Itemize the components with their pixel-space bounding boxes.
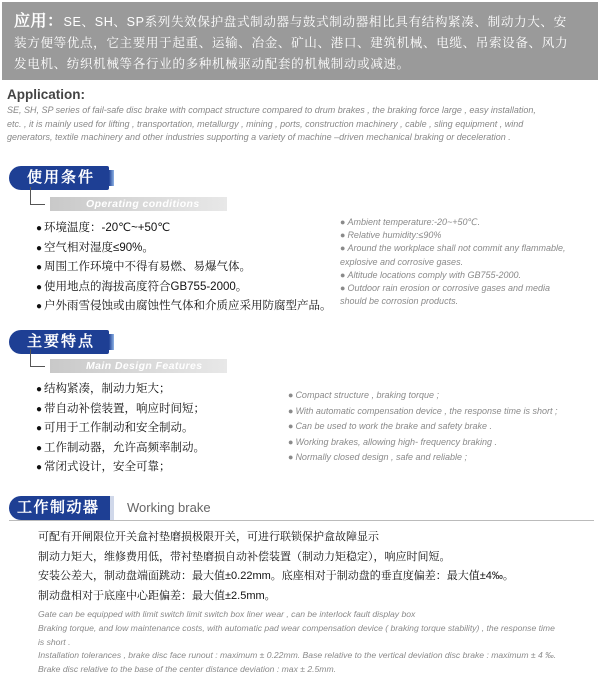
list-item: ● Ambient temperature:-20~+50℃.: [340, 217, 481, 227]
working-en-line: Brake disc relative to the base of the center distance deviation : max ± 2.5mm.: [38, 664, 337, 675]
list-item: ● Altitude locations comply with GB755-2000.: [340, 269, 522, 280]
application-en-text: [7, 104, 597, 145]
working-en-text: [38, 608, 596, 677]
operating-section-title: 使用条件: [9, 166, 109, 190]
working-en-line: Installation tolerances , brake disc face runout : maximum ± 0.22mm. Base relative to the vertical deviation disc brake : maximum ± 4 ‰.: [38, 650, 557, 661]
bullet-icon: ●: [288, 436, 294, 447]
list-item: ● Outdoor rain erosion or corrosive gases and media: [340, 283, 551, 294]
working-en-line: Braking torque, and low maintenance costs, with automatic pad wear compensation device ( braking torque stability) , the response time: [38, 622, 555, 633]
application-en-line: generators, textile machinery and other industries supporting a variety of machine –driven mechanical braking or deceleration .: [7, 132, 511, 143]
bullet-icon: ●: [288, 405, 294, 416]
features-section-accent: [109, 334, 114, 350]
bracket-line: [30, 187, 45, 205]
bullet-icon: ●: [288, 452, 294, 463]
working-cn-line: 制动盘相对于底座中心距偏差：最大值±2.5mm。: [38, 589, 276, 602]
list-item: explosive and corrosive gases.: [340, 256, 464, 267]
list-item: ● Can be used to work the brake and safety brake .: [288, 421, 493, 432]
list-item: ● Around the workplace shall not commit any flammable,: [340, 243, 566, 254]
working-en-line: is short .: [38, 636, 71, 647]
working-cn-line: 安装公差大，制动盘端面跳动：最大值±0.22mm。底座相对于制动盘的垂直度偏差：最大值±4‰。: [38, 570, 514, 582]
application-cn-line-3: 发电机、纺织机械等各行业的多种机械驱动配套的机械制动或减速。: [14, 57, 410, 71]
bullet-icon: ●: [340, 283, 346, 294]
application-en-line: etc. , it is mainly used for lifting , transportation, metallurgy , mining , ports, construction machinery , cable , sling equipment , wind: [7, 118, 524, 129]
working-section-title: 工作制动器: [9, 496, 110, 520]
list-item: ● 环境温度：-20℃~+50℃: [36, 219, 332, 239]
list-item: ● Working brakes, allowing high- frequency braking .: [288, 436, 498, 447]
operating-cn-list: [36, 219, 332, 317]
working-en-line: Gate can be equipped with limit switch limit switch box liner wear , can be interlock fault display box: [38, 609, 416, 619]
bullet-icon: ●: [288, 390, 294, 400]
list-item: ● Compact structure , braking torque ;: [288, 390, 440, 400]
list-item: ● 结构紧凑，制动力矩大；: [36, 380, 205, 400]
application-cn-lead: 应用：: [14, 13, 64, 30]
list-item: ● 带自动补偿装置，响应时间短；: [36, 400, 205, 420]
bullet-icon: ●: [340, 217, 346, 227]
list-item: ● Relative humidity:≤90%: [340, 230, 442, 241]
list-item: ● With automatic compensation device , the response time is short ;: [288, 405, 558, 416]
application-cn-line-1: 应用：SE、SH、SP系列失效保护盘式制动器与鼓式制动器相比具有结构紧凑、制动力大、安: [14, 13, 567, 30]
list-item: ● 周围工作环境中不得有易燃、易爆气体。: [36, 258, 332, 278]
bullet-icon: ●: [340, 230, 346, 241]
bullet-icon: ●: [288, 421, 294, 432]
application-en-title: Application:: [7, 87, 85, 102]
features-en-list: [288, 388, 557, 466]
working-divider: [9, 520, 594, 521]
application-cn-line-2: 装方便等优点，它主要用于起重、运输、冶金、矿山、港口、建筑机械、电缆、吊索设备、风力: [14, 36, 569, 50]
operating-section-accent: [109, 170, 114, 186]
list-item: ● 使用地点的海拔高度符合GB755-2000。: [36, 278, 332, 298]
list-item: ● Normally closed design , safe and reliable ;: [288, 452, 468, 463]
features-cn-list: [36, 380, 205, 478]
working-cn-line: 可配有开闸限位开关盒衬垫磨损极限开关，可进行联锁保护盒故障显示: [38, 531, 379, 543]
features-subtitle: Main Design Features: [50, 359, 227, 373]
list-item: ● 可用于工作制动和安全制动。: [36, 419, 205, 439]
bullet-icon: ●: [340, 269, 346, 280]
operating-subtitle: Operating conditions: [50, 197, 227, 211]
application-cn-box: [2, 2, 598, 80]
list-item: ● 空气相对湿度≤90%。: [36, 239, 332, 259]
working-cn-line: 制动力矩大，维修费用低，带衬垫磨损自动补偿装置（制动力矩稳定），响应时间短。: [38, 550, 451, 563]
application-en-line: SE, SH, SP series of fail-safe disc brake with compact structure compared to drum brakes , the braking force large , easy installation,: [7, 105, 536, 115]
list-item: ● 常闭式设计，安全可靠；: [36, 458, 205, 478]
working-cn-text: [38, 528, 598, 606]
list-item: should be corrosion products.: [340, 296, 459, 307]
working-section-accent: [110, 496, 114, 520]
working-section-subtitle: Working brake: [127, 500, 211, 515]
operating-en-list: [340, 216, 566, 308]
features-section-title: 主要特点: [9, 330, 109, 354]
bullet-icon: ●: [340, 243, 346, 254]
list-item: ● 户外雨雪侵蚀或由腐蚀性气体和介质应采用防腐型产品。: [36, 297, 332, 317]
list-item: ● 工作制动器，允许高频率制动。: [36, 439, 205, 459]
bracket-line: [30, 349, 45, 367]
